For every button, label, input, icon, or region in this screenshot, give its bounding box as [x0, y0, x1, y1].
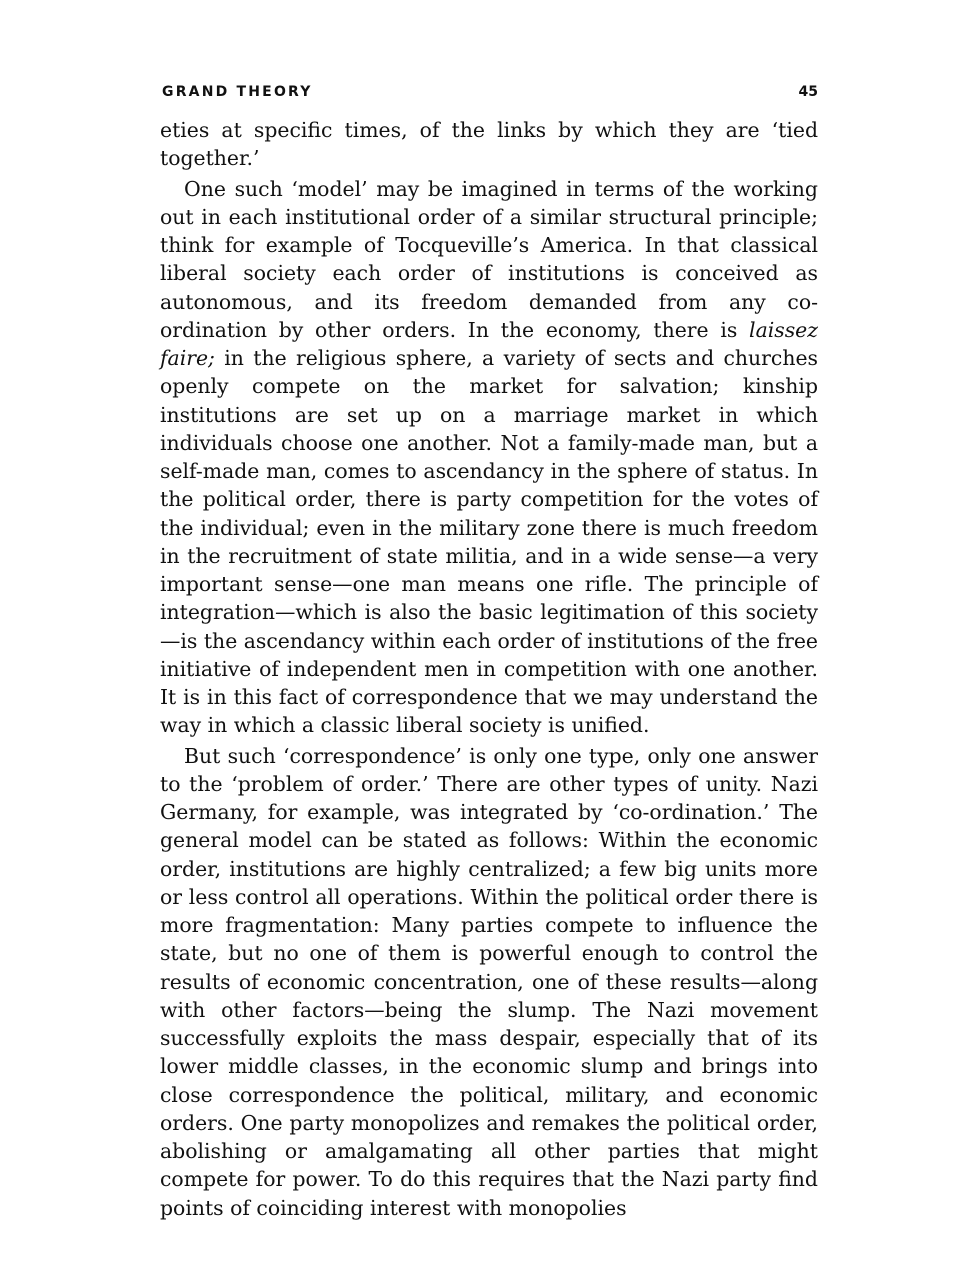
body-text [160, 116, 818, 1222]
paragraph-1 [160, 116, 818, 173]
page-number: 45 [798, 84, 818, 100]
paragraph-3 [160, 742, 818, 1222]
running-title: GRAND THEORY [162, 84, 313, 100]
paragraph-2-text-a: One such ‘model’ may be imagined in terms of the working out in each institutional order of a similar structural principle; think for example of Tocqueville’s America. In that classical liberal society each order of institutions is conceived as autonomous, and its freedom demanded from any co-ordination by other orders. In the economy, there is [160, 176, 818, 342]
paragraph-2-italic-term: laissez faire; [160, 317, 818, 370]
paragraph-2 [160, 175, 818, 740]
paragraph-3-text: But such ‘correspondence’ is only one type, only one answer to the ‘problem of order.’ There are other types of unity. Nazi Germany, for example, was integrated by ‘co-ordination.’ The general model can be stated as follows: Within the economic order, institutions are highly centralized; a few big units more or less control all operations. Within the political order there is more fragmentation: Many parties compete to influence the state, but no one of them is powerful enough to control the results of economic concentration, one of these results—along with other factors—being the slump. The Nazi movement successfully exploits the mass despair, especially that of its lower middle classes, in the economic slump and brings into close correspondence the political, military, and economic orders. One party monopolizes and remakes the political order, abolishing or amalgamating all other parties that might compete for power. To do this requires that the Nazi party find points of coinciding interest with monopolies [160, 743, 818, 1220]
paragraph-2-text-b: in the religious sphere, a variety of sects and churches openly compete on the market for salvation; kinship institutions are set up on a marriage market in which individuals choose one another. Not a family-made man, but a self-made man, comes to ascendancy in the sphere of status. In the political order, there is party competition for the votes of the individual; even in the military zone there is much freedom in the recruitment of state militia, and in a wide sense—a very important sense—one man means one rifle. The principle of integration—which is also the basic legitimation of this society—is the ascendancy within each order of institutions of the free initiative of independent men in competition with one another. It is in this fact of correspondence that we may understand the way in which a classic liberal society is unified. [160, 346, 818, 738]
running-head [162, 84, 818, 108]
paragraph-1-text: eties at specific times, of the links by which they are ‘tied together.’ [160, 118, 818, 171]
